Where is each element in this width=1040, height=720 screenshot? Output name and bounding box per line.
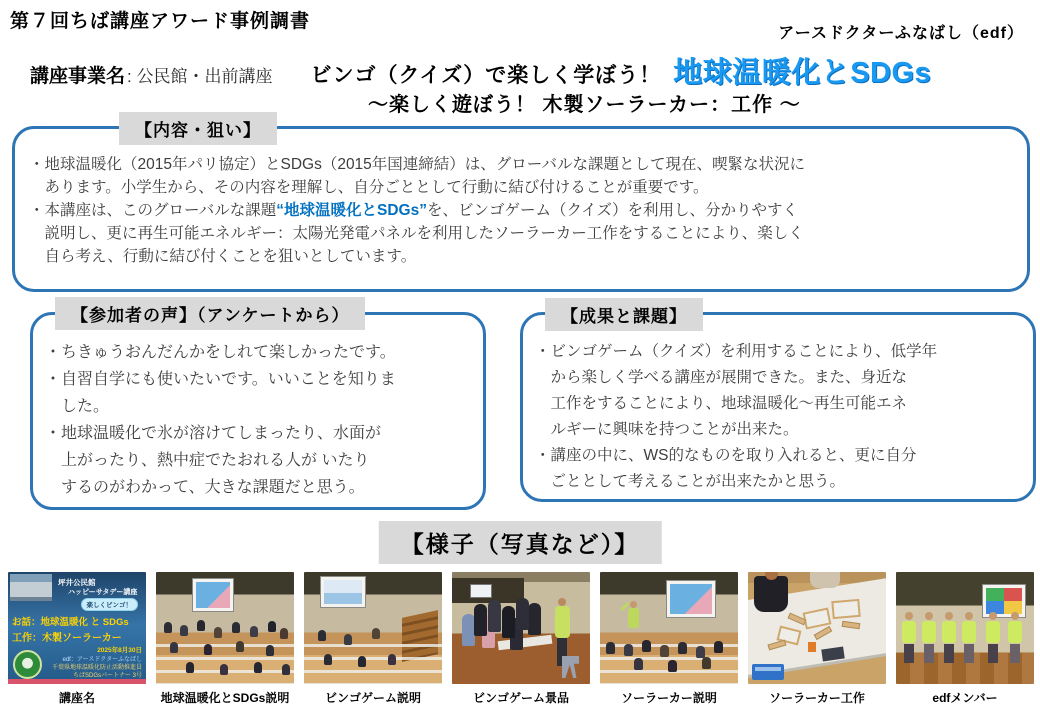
sdgs-lecture-image <box>156 572 294 684</box>
poster-organization: edf：アースドクターふなばし <box>62 657 142 663</box>
aim-paragraph-1: ・地球温暖化（2015年パリ協定）とSDGs（2015年国連締結）は、グローバルな課題として現在、喫緊な状況に あります。小学生から、その内容を理解し、自分ごととして行動に結び付けることが重要です。 <box>29 156 806 196</box>
desk-rows <box>600 634 738 684</box>
course-name-label: 講座事業名 <box>30 66 126 87</box>
course-venue: : 公民館・出前講座 <box>127 67 273 86</box>
poster-venue-line1: 坪井公民館 <box>58 578 96 587</box>
screen-content <box>324 580 362 604</box>
poster-craft-title: 工作：木製ソーラーカー <box>12 633 122 644</box>
member-figure <box>942 612 956 664</box>
bingo-briefing-image <box>304 572 442 684</box>
member-vest <box>942 621 956 643</box>
screen-content <box>670 584 712 614</box>
presenter-in-vest <box>628 608 639 628</box>
aim-paragraph-2-highlight: “地球温暖化とSDGs” <box>276 202 427 219</box>
section-header-participant-voices: 【参加者の声】（アンケートから） <box>55 297 365 330</box>
member-vest <box>922 621 936 643</box>
section-header-photos: 【様子（写真など）】 <box>379 521 662 564</box>
member-legs <box>904 644 914 663</box>
poster-bingo-bubble: 楽しくビンゴ！ <box>81 598 139 611</box>
member-figure <box>902 612 916 664</box>
prize-table <box>498 635 553 651</box>
desk-rows <box>156 634 294 684</box>
screen-content <box>986 588 1022 614</box>
section-header-results-issues: 【成果と課題】 <box>545 298 703 331</box>
member-legs <box>964 644 974 663</box>
edf-members-image <box>896 572 1034 684</box>
member-head <box>925 612 933 620</box>
audience-silhouettes <box>606 642 615 654</box>
course-poster-image <box>8 572 146 684</box>
photo-solarcar-craft <box>748 572 886 706</box>
member-vest <box>962 621 976 643</box>
poster-bottom-strip <box>8 679 146 684</box>
orange-part <box>808 642 816 652</box>
section-results-issues <box>520 307 1036 502</box>
photo-caption: ソーラーカー工作 <box>769 691 865 705</box>
photo-bingo-prizes <box>452 572 590 706</box>
staff-in-vest <box>555 606 570 638</box>
audience-silhouettes <box>318 630 326 641</box>
member-vest <box>1008 621 1022 643</box>
member-vest <box>902 621 916 643</box>
course-catchphrase: ビンゴ（クイズ）で楽しく学ぼう！ <box>310 64 662 87</box>
photo-caption: ソーラーカー説明 <box>621 691 717 705</box>
member-head <box>945 612 953 620</box>
photo-strip <box>8 572 1034 706</box>
poster-date: 2025年8月30日 <box>97 647 142 654</box>
section-participant-voices <box>30 306 486 510</box>
edf-logo <box>13 650 42 679</box>
organization-name: アースドクターふなばし（edf） <box>778 25 1024 42</box>
projection-screen <box>666 580 716 618</box>
photo-sdgs-lecture <box>156 572 294 706</box>
course-subtitle: ～楽しく遊ぼう！ 木製ソーラーカー：工作 ～ <box>368 94 801 116</box>
section-header-content-aim: 【内容・狙い】 <box>119 112 277 145</box>
member-figure <box>986 612 1000 664</box>
kit-box <box>752 664 784 680</box>
course-title-line <box>30 50 931 91</box>
photo-caption: 地球温暖化とSDGs説明 <box>160 691 290 705</box>
poster-note1: 千葉県地球温暖化防止活動推進員 <box>51 665 142 671</box>
member-figure <box>922 612 936 664</box>
projection-screen <box>192 578 234 612</box>
solarcar-briefing-image <box>600 572 738 684</box>
aim-paragraph-2-after: を、ビンゴゲーム（クイズ）を利用し、分かりやすく 説明し、更に再生可能エネルギー：太陽光発電パネルを利用したソーラーカー工作をすることにより、楽しく 自ら考え、行動に結び付くことを狙いとしています。 <box>44 202 804 265</box>
photo-caption: ビンゴゲーム景品 <box>472 691 569 705</box>
member-legs <box>944 644 954 663</box>
wooden-kit-frame <box>831 599 860 619</box>
desk-rows <box>304 634 442 684</box>
community-center-photo <box>10 574 52 601</box>
member-legs <box>988 644 998 663</box>
poster-talk-title: お話：地球温暖化 と SDGs <box>12 617 129 628</box>
folding-chair <box>562 656 579 678</box>
aim-paragraph-2-before: ・本講座は、このグローバルな課題 <box>29 202 277 219</box>
photo-caption: edfメンバー <box>932 691 998 705</box>
participant-voices-text: ・ちきゅうおんだんかをしれて楽しかったです。 ・自習自学にも使いたいです。いいことを知りま した。 ・地球温暖化で氷が溶けてしまったり、水面が 上がったり、熱中症でたおれる人が いたり するのがわかって、大きな課題だと思う。 <box>45 344 396 496</box>
photo-solarcar-briefing <box>600 572 738 706</box>
poster-venue-line2: ハッピーサタデー講座 <box>68 589 138 596</box>
photo-caption: 講座名 <box>58 691 95 705</box>
member-head <box>965 612 973 620</box>
children-silhouettes <box>474 604 487 636</box>
photo-edf-members <box>896 572 1034 706</box>
results-issues-text: ・ビンゴゲーム（クイズ）を利用することにより、低学年 から楽しく学べる講座が展開できた。また、身近な 工作をすることにより、地球温暖化～再生可能エネ ルギーに興味を持つことが出来た。 ・講座の中に、WS的なものを取り入れると、更に自分 ごととして考えることが出来たかと思う。 <box>535 343 938 490</box>
screen-content <box>196 582 230 608</box>
member-legs <box>924 644 934 663</box>
projection-screen <box>320 576 366 608</box>
page-title: 第７回ちば講座アワード事例調書 <box>10 11 311 32</box>
bingo-prizes-image <box>452 572 590 684</box>
member-head <box>989 612 997 620</box>
solarcar-craft-image <box>748 572 886 684</box>
member-vest <box>986 621 1000 643</box>
member-figure <box>962 612 976 664</box>
member-head <box>1011 612 1019 620</box>
projection-screen <box>470 584 492 598</box>
poster-note2: ちばSDGsパートナー 3号 <box>72 673 142 679</box>
course-theme-highlight: 地球温暖化とSDGs <box>673 57 932 89</box>
member-legs <box>1010 644 1020 663</box>
audience-silhouettes <box>164 622 172 633</box>
adult-silhouette <box>810 572 840 588</box>
photo-caption: ビンゴゲーム説明 <box>324 691 421 705</box>
section-content-aim <box>12 121 1030 292</box>
photo-course-poster <box>8 572 146 706</box>
content-aim-text <box>29 153 1017 268</box>
member-figure <box>1008 612 1022 664</box>
member-head <box>905 612 913 620</box>
child-silhouette <box>754 576 788 612</box>
photo-bingo-briefing <box>304 572 442 706</box>
